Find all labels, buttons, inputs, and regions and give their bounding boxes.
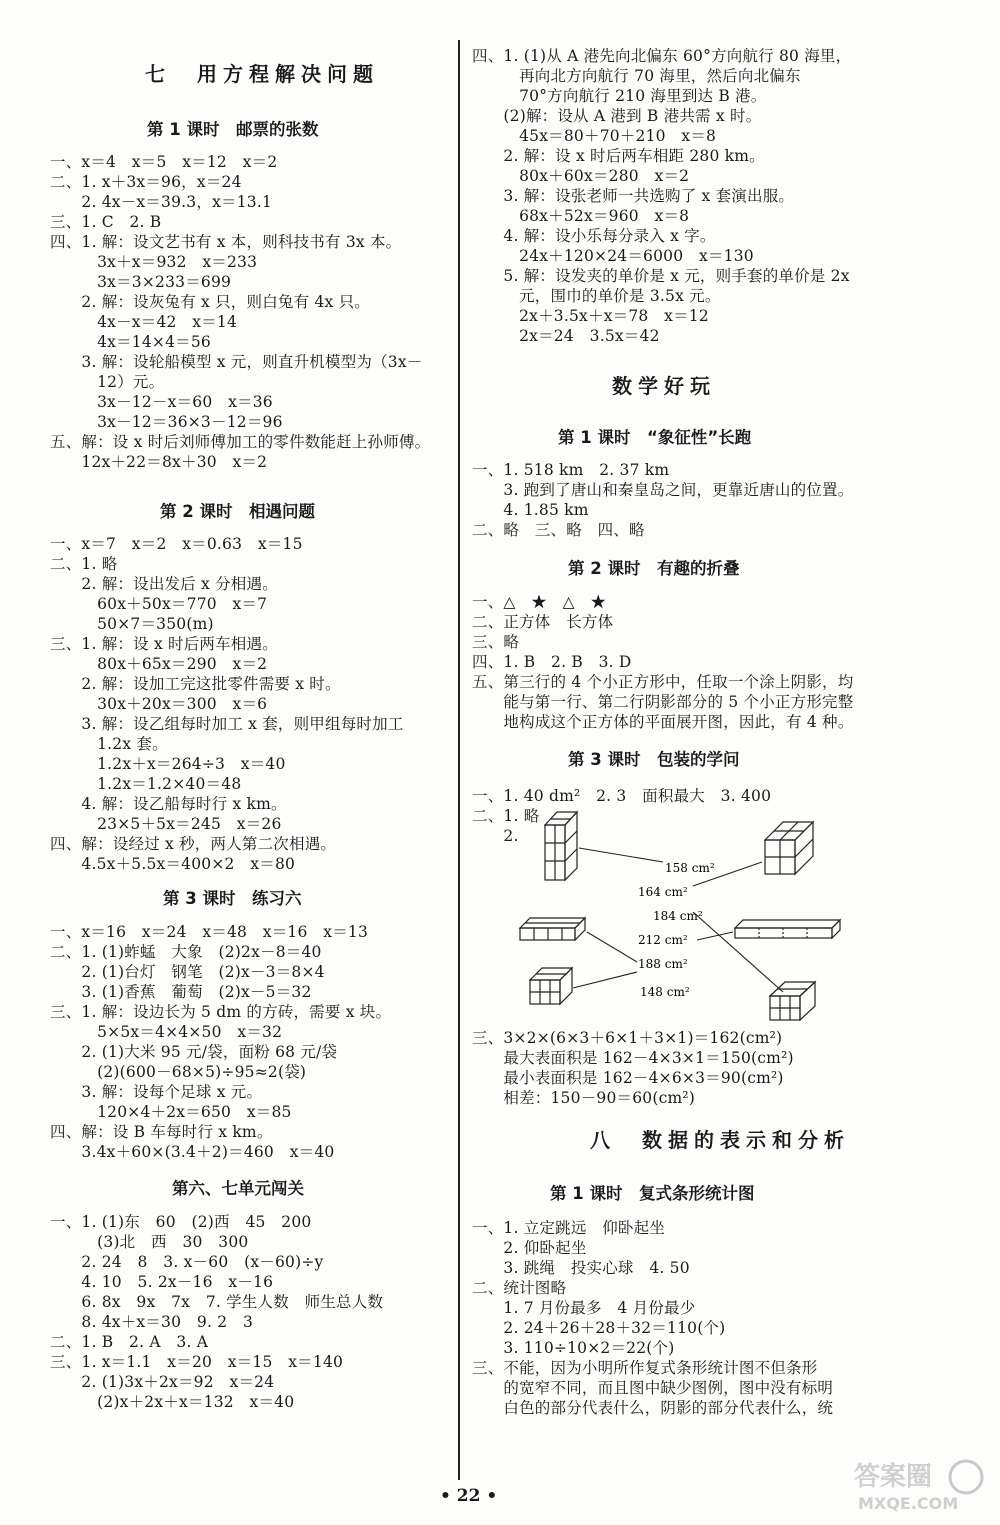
answer-line: 1.2x 套。: [50, 735, 168, 753]
answer-line: 1.2x＝1.2×40＝48: [50, 775, 242, 793]
answer-line: 3. 解：设轮船模型 x 元，则直升机模型为（3x－: [50, 353, 423, 371]
answer-line: 2. (1)台灯 钢笔 (2)x－3＝8×4: [50, 963, 325, 981]
area-label: 184 cm²: [653, 909, 703, 923]
lesson-title: 第 3 课时 练习六: [163, 889, 302, 908]
answer-line: 二、1. (1)蚱蜢 大象 (2)2x－8＝40: [50, 943, 322, 961]
area-label: 212 cm²: [638, 933, 688, 947]
answer-line: 23×5＋5x＝245 x＝26: [50, 815, 282, 833]
answer-line: 68x＋52x＝960 x＝8: [472, 207, 690, 225]
lesson-title: 第六、七单元闯关: [172, 1179, 304, 1198]
unit-title: 数学好玩: [612, 374, 716, 398]
answer-line: 3. 解：设张老师一共选购了 x 套演出服。: [472, 187, 795, 205]
answer-line: 四、解：设 B 车每时行 x km。: [50, 1123, 273, 1141]
answer-line: 一、x＝16 x＝24 x＝48 x＝16 x＝13: [50, 923, 369, 941]
answer-line: 5. 解：设发夹的单价是 x 元，则手套的单价是 2x: [472, 267, 850, 285]
answer-line: 二、1. x＋3x＝96，x＝24: [50, 173, 242, 191]
answer-line: 三、3×2×(6×3＋6×1＋3×1)＝162(cm²): [472, 1029, 783, 1047]
answer-line: (3)北 西 30 300: [50, 1233, 249, 1251]
answer-line: 120×4＋2x＝650 x＝85: [50, 1103, 292, 1121]
answer-line: 2. 解：设出发后 x 分相遇。: [50, 575, 278, 593]
answer-line: 一、1. 立定跳远 仰卧起坐: [472, 1219, 666, 1237]
answer-line: 2x＋3.5x＋x＝78 x＝12: [472, 307, 709, 325]
answer-line: 三、1. 解：设 x 时后两车相遇。: [50, 635, 278, 653]
stack-cube-bottom-left: [530, 968, 572, 1004]
answer-line: (2)解：设从 A 港到 B 港共需 x 时。: [472, 107, 762, 125]
answer-line: 元，围巾的单价是 3.5x 元。: [472, 287, 721, 305]
answer-line: 最小表面积是 162－4×6×3＝90(cm²): [472, 1069, 784, 1087]
answer-line: 一、1. 518 km 2. 37 km: [472, 461, 670, 479]
answer-line: 2. 4x－x＝39.3，x＝13.1: [50, 193, 273, 211]
answer-line: 3x＝3×233＝699: [50, 273, 232, 291]
answer-line: 4. 解：设小乐每分录入 x 字。: [472, 227, 716, 245]
answer-line: 12x＋22＝8x＋30 x＝2: [50, 453, 268, 471]
answer-line: 2. 仰卧起坐: [472, 1239, 587, 1257]
answer-line: 2. 解：设灰兔有 x 只，则白兔有 4x 只。: [50, 293, 370, 311]
answer-line: 3. 110÷10×2＝22(个): [472, 1339, 675, 1357]
answer-line: 80x＋65x＝290 x＝2: [50, 655, 268, 673]
lesson-title: 第 2 课时 有趣的折叠: [568, 559, 740, 578]
watermark-text: 答案圈: [854, 1462, 933, 1492]
answer-line: 50×7＝350(m): [50, 615, 214, 633]
answer-line: 3. 跑到了唐山和秦皇岛之间，更靠近唐山的位置。: [472, 481, 854, 499]
lesson-title: 第 2 课时 相遇问题: [160, 502, 315, 521]
watermark-circle-icon: [950, 1461, 982, 1493]
answer-line: 二、正方体 长方体: [472, 613, 614, 631]
answer-line: 2x＝24 3.5x＝42: [472, 327, 660, 345]
answer-line: 四、1. B 2. B 3. D: [472, 653, 632, 671]
stack-flat-left: [520, 918, 585, 940]
lesson-title: 第 1 课时 复式条形统计图: [550, 1184, 755, 1203]
watermark-url: MXQE.COM: [858, 1494, 959, 1513]
area-label: 148 cm²: [640, 985, 690, 999]
answer-line: 白色的部分代表什么，阴影的部分代表什么，统: [472, 1399, 834, 1417]
answer-line: 三、1. 解：设边长为 5 dm 的方砖，需要 x 块。: [50, 1003, 392, 1021]
answer-line: 3x－12－x＝60 x＝36: [50, 393, 273, 411]
lesson-title: 第 3 课时 包装的学问: [568, 750, 740, 769]
answer-line: 一、x＝4 x＝5 x＝12 x＝2: [50, 153, 278, 171]
answer-line: 60x＋50x＝770 x＝7: [50, 595, 268, 613]
answer-line: 二、略 三、略 四、略: [472, 521, 645, 539]
unit-title: 七 用方程解决问题: [145, 62, 379, 86]
stack-long-right: [735, 920, 840, 938]
stack-tall-left: [545, 812, 577, 880]
answer-line: 的宽窄不同，而且图中缺少图例，图中没有标明: [472, 1379, 834, 1397]
answer-line: 2. 24＋26＋28＋32＝110(个): [472, 1319, 726, 1337]
answer-line: 80x＋60x＝280 x＝2: [472, 167, 690, 185]
answer-line: 2. (1)3x＋2x＝92 x＝24: [50, 1373, 275, 1391]
answer-line: 2. (1)大米 95 元/袋，面粉 68 元/袋: [50, 1043, 338, 1061]
stack-cube-bottom-right: [770, 982, 815, 1020]
answer-line: 24x＋120×24＝6000 x＝130: [472, 247, 754, 265]
answer-line: 能与第一行、第二行阴影部分的 5 个小正方形完整: [472, 693, 854, 711]
answer-line: 一、x＝7 x＝2 x＝0.63 x＝15: [50, 535, 303, 553]
answer-line: (2)(600－68×5)÷95≈2(袋): [50, 1063, 307, 1081]
page-number: • 22 •: [440, 1486, 498, 1506]
answer-line: 4.5x＋5.5x＝400×2 x＝80: [50, 855, 296, 873]
lesson-title: 第 1 课时 邮票的张数: [147, 120, 319, 139]
answer-line: 一、△ ★ △ ★: [472, 593, 607, 611]
answer-line: 二、1. B 2. A 3. A: [50, 1333, 209, 1351]
answer-line: 四、解：设经过 x 秒，两人第二次相遇。: [50, 835, 337, 853]
answer-line: 6. 8x 9x 7x 7. 学生人数 师生总人数: [50, 1293, 384, 1311]
unit-title: 八 数据的表示和分析: [590, 1128, 850, 1152]
answer-line: 2.: [472, 827, 519, 845]
answer-line: 3. 解：设每个足球 x 元。: [50, 1083, 263, 1101]
area-label: 164 cm²: [638, 885, 688, 899]
area-label: 158 cm²: [665, 861, 715, 875]
answer-line: 五、第三行的 4 个小正方形中，任取一个涂上阴影，均: [472, 673, 854, 691]
answer-line: 1.2x＋x＝264÷3 x＝40: [50, 755, 286, 773]
answer-line: 地构成这个正方体的平面展开图，因此，有 4 种。: [472, 713, 854, 731]
answer-line: 四、1. (1)从 A 港先向北偏东 60°方向航行 80 海里，: [472, 47, 852, 65]
answer-line: 二、统计图略: [472, 1279, 567, 1297]
answer-line: 再向北方向航行 70 海里，然后向北偏东: [472, 67, 801, 85]
answer-line: 一、1. 40 dm² 2. 3 面积最大 3. 400: [472, 787, 772, 805]
answer-line: 三、不能，因为小明所作复式条形统计图不但条形: [472, 1359, 818, 1377]
lesson-title: 第 1 课时 “象征性”长跑: [558, 428, 752, 447]
answer-line: 4. 解：设乙船每时行 x km。: [50, 795, 287, 813]
answer-line: 3.4x＋60×(3.4＋2)＝460 x＝40: [50, 1143, 335, 1161]
area-label: 188 cm²: [638, 957, 688, 971]
answer-line: 12）元。: [50, 373, 165, 391]
answer-line: 2. 解：设加工完这批零件需要 x 时。: [50, 675, 341, 693]
answer-line: 4x－x＝42 x＝14: [50, 313, 238, 331]
answer-line: 4x＝14×4＝56: [50, 333, 211, 351]
watermark-logo: [848, 1455, 988, 1515]
answer-line: 3x－12＝36×3－12＝96: [50, 413, 283, 431]
answer-line: 3x＋x＝932 x＝233: [50, 253, 258, 271]
answer-line: 3. 跳绳 投实心球 4. 50: [472, 1259, 690, 1277]
answer-line: 最大表面积是 162－4×3×1＝150(cm²): [472, 1049, 794, 1067]
answer-line: 三、1. x＝1.1 x＝20 x＝15 x＝140: [50, 1353, 344, 1371]
answer-line: 3. 解：设乙组每时加工 x 套，则甲组每时加工: [50, 715, 404, 733]
answer-line: 2. 24 8 3. x－60 (x－60)÷y: [50, 1253, 324, 1271]
answer-line: 45x＝80＋70＋210 x＝8: [472, 127, 717, 145]
answer-line: 一、1. (1)东 60 (2)西 45 200: [50, 1213, 312, 1231]
column-divider: [458, 40, 460, 1480]
answer-line: 二、1. 略: [472, 807, 540, 825]
stack-cube-right: [765, 822, 813, 874]
box-arrangement-diagram: [515, 800, 855, 1030]
answer-line: 三、略: [472, 633, 520, 651]
answer-line: 3. (1)香蕉 葡萄 (2)x－5＝32: [50, 983, 312, 1001]
answer-line: 相差：150－90＝60(cm²): [472, 1089, 696, 1107]
answer-line: 1. 7 月份最多 4 月份最少: [472, 1299, 696, 1317]
answer-line: 30x＋20x＝300 x＝6: [50, 695, 268, 713]
answer-line: (2)x＋2x＋x＝132 x＝40: [50, 1393, 295, 1411]
answer-line: 五、解：设 x 时后刘师傅加工的零件数能赶上孙师傅。: [50, 433, 431, 451]
answer-line: 8. 4x＋x＝30 9. 2 3: [50, 1313, 254, 1331]
answer-line: 三、1. C 2. B: [50, 213, 162, 231]
answer-line: 2. 解：设 x 时后两车相距 280 km。: [472, 147, 765, 165]
answer-line: 4. 10 5. 2x－16 x－16: [50, 1273, 274, 1291]
answer-line: 四、1. 解：设文艺书有 x 本，则科技书有 3x 本。: [50, 233, 402, 251]
answer-line: 二、1. 略: [50, 555, 118, 573]
answer-line: 5×5x＝4×4×50 x＝32: [50, 1023, 283, 1041]
answer-line: 4. 1.85 km: [472, 501, 589, 519]
answer-line: 70°方向航行 210 海里到达 B 港。: [472, 87, 767, 105]
